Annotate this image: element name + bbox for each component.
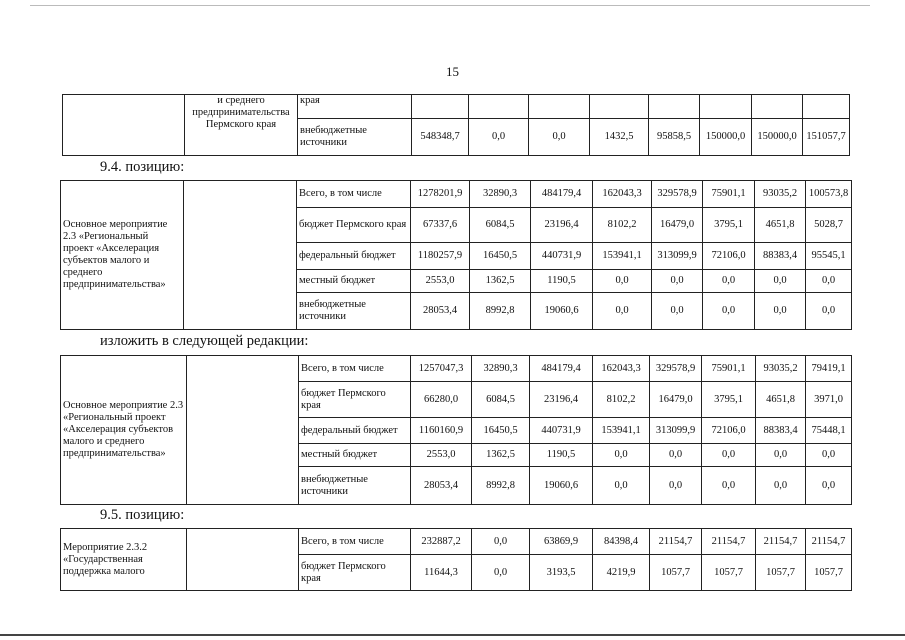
executor-cell: [187, 529, 299, 591]
table-9-4: [60, 180, 852, 330]
value-cell: 93035,2: [755, 181, 806, 208]
value-cell: 19060,6: [530, 467, 593, 505]
value-cell: 21154,7: [756, 529, 806, 555]
value-cell: 162043,3: [593, 356, 650, 382]
value-cell: 5028,7: [806, 208, 852, 243]
value-cell: 8992,8: [472, 467, 530, 505]
value-cell: 32890,3: [472, 356, 530, 382]
value-cell: 1190,5: [530, 444, 593, 467]
value-cell: 21154,7: [650, 529, 702, 555]
value-cell: 150000,0: [752, 119, 803, 156]
value-cell: 0,0: [593, 444, 650, 467]
value-cell: 1180257,9: [411, 243, 470, 270]
value-cell: 1190,5: [531, 270, 593, 293]
scan-edge-bottom: [0, 634, 905, 636]
value-cell: 66280,0: [411, 382, 472, 418]
value-cell: 1160160,9: [411, 418, 472, 444]
value-cell: 72106,0: [702, 418, 756, 444]
value-cell: 21154,7: [806, 529, 852, 555]
value-cell: 1057,7: [650, 555, 702, 591]
table-9-5: [60, 528, 852, 591]
value-cell: 23196,4: [531, 208, 593, 243]
value-cell: 23196,4: [530, 382, 593, 418]
value-cell: 93035,2: [756, 356, 806, 382]
activity-name-cell: Мероприятие 2.3.2 «Государственная поддержка малого: [61, 529, 187, 591]
page-number: 15: [446, 64, 459, 79]
value-cell: 0,0: [652, 270, 703, 293]
value-cell: 1432,5: [590, 119, 649, 156]
value-cell: 0,0: [806, 293, 852, 330]
value-cell: [803, 95, 850, 119]
value-cell: 151057,7: [803, 119, 850, 156]
value-cell: 4651,8: [756, 382, 806, 418]
value-cell: 100573,8: [806, 181, 852, 208]
source-cell: бюджет Пермского края: [299, 382, 411, 418]
value-cell: 3795,1: [703, 208, 755, 243]
value-cell: 548348,7: [412, 119, 469, 156]
value-cell: 329578,9: [650, 356, 702, 382]
value-cell: 1362,5: [472, 444, 530, 467]
value-cell: 4651,8: [755, 208, 806, 243]
value-cell: [412, 95, 469, 119]
value-cell: 0,0: [756, 467, 806, 505]
value-cell: 75448,1: [806, 418, 852, 444]
value-cell: [469, 95, 529, 119]
value-cell: 72106,0: [703, 243, 755, 270]
value-cell: 1057,7: [806, 555, 852, 591]
value-cell: 95545,1: [806, 243, 852, 270]
value-cell: 28053,4: [411, 467, 472, 505]
value-cell: 4219,9: [593, 555, 650, 591]
value-cell: 0,0: [529, 119, 590, 156]
value-cell: 0,0: [756, 444, 806, 467]
source-cell: Всего, в том числе: [299, 529, 411, 555]
value-cell: 0,0: [755, 293, 806, 330]
value-cell: 2553,0: [411, 444, 472, 467]
value-cell: [590, 95, 649, 119]
value-cell: 1057,7: [702, 555, 756, 591]
table-row: [61, 356, 852, 382]
table-row: [63, 95, 850, 119]
table-row: [61, 181, 852, 208]
value-cell: 313099,9: [652, 243, 703, 270]
source-cell: внебюджетные источники: [298, 119, 412, 156]
heading-new-edition: изложить в следующей редакции:: [100, 333, 309, 349]
value-cell: 16450,5: [472, 418, 530, 444]
value-cell: 313099,9: [650, 418, 702, 444]
value-cell: 0,0: [702, 444, 756, 467]
value-cell: 1057,7: [756, 555, 806, 591]
value-cell: 1257047,3: [411, 356, 472, 382]
heading-9-4: 9.4. позицию:: [100, 159, 185, 175]
value-cell: 88383,4: [756, 418, 806, 444]
value-cell: 0,0: [703, 270, 755, 293]
value-cell: 0,0: [806, 270, 852, 293]
value-cell: 153941,1: [593, 243, 652, 270]
value-cell: 8102,2: [593, 208, 652, 243]
value-cell: 84398,4: [593, 529, 650, 555]
activity-name-cell: Основное мероприятие 2.3 «Региональный проект «Акселерация субъектов малого и среднего предпринимательства»: [61, 181, 184, 330]
source-cell: внебюджетные источники: [297, 293, 411, 330]
value-cell: 0,0: [650, 467, 702, 505]
executor-cell: и среднего предпринимательства Пермского края: [185, 95, 298, 156]
value-cell: 79419,1: [806, 356, 852, 382]
value-cell: 16479,0: [652, 208, 703, 243]
value-cell: 153941,1: [593, 418, 650, 444]
value-cell: 95858,5: [649, 119, 700, 156]
value-cell: 0,0: [806, 467, 852, 505]
value-cell: 3971,0: [806, 382, 852, 418]
value-cell: 0,0: [593, 467, 650, 505]
value-cell: 0,0: [652, 293, 703, 330]
value-cell: 0,0: [755, 270, 806, 293]
value-cell: [752, 95, 803, 119]
value-cell: 1278201,9: [411, 181, 470, 208]
table-row: [61, 529, 852, 555]
value-cell: 3795,1: [702, 382, 756, 418]
value-cell: 1362,5: [470, 270, 531, 293]
value-cell: 16479,0: [650, 382, 702, 418]
value-cell: 63869,9: [530, 529, 593, 555]
value-cell: 232887,2: [411, 529, 472, 555]
value-cell: 0,0: [472, 529, 530, 555]
scan-edge-top: [30, 5, 870, 6]
value-cell: 2553,0: [411, 270, 470, 293]
value-cell: 150000,0: [700, 119, 752, 156]
value-cell: 8102,2: [593, 382, 650, 418]
table-continuation: [62, 94, 850, 156]
source-cell: бюджет Пермского края: [297, 208, 411, 243]
source-cell: местный бюджет: [299, 444, 411, 467]
source-cell: федеральный бюджет: [297, 243, 411, 270]
value-cell: 28053,4: [411, 293, 470, 330]
value-cell: 329578,9: [652, 181, 703, 208]
value-cell: 484179,4: [531, 181, 593, 208]
value-cell: 0,0: [593, 293, 652, 330]
value-cell: [649, 95, 700, 119]
value-cell: 16450,5: [470, 243, 531, 270]
value-cell: 6084,5: [470, 208, 531, 243]
source-cell: местный бюджет: [297, 270, 411, 293]
value-cell: 19060,6: [531, 293, 593, 330]
value-cell: 3193,5: [530, 555, 593, 591]
source-cell: внебюджетные источники: [299, 467, 411, 505]
value-cell: 0,0: [472, 555, 530, 591]
value-cell: 11644,3: [411, 555, 472, 591]
value-cell: 0,0: [806, 444, 852, 467]
value-cell: 8992,8: [470, 293, 531, 330]
value-cell: 0,0: [702, 467, 756, 505]
value-cell: 440731,9: [531, 243, 593, 270]
name-cell: [63, 95, 185, 156]
value-cell: 67337,6: [411, 208, 470, 243]
value-cell: 0,0: [703, 293, 755, 330]
value-cell: [529, 95, 590, 119]
value-cell: 484179,4: [530, 356, 593, 382]
source-cell: Всего, в том числе: [297, 181, 411, 208]
value-cell: 6084,5: [472, 382, 530, 418]
value-cell: 75901,1: [703, 181, 755, 208]
activity-name-cell: Основное мероприятие 2.3 «Региональный проект «Акселерация субъектов малого и среднего предпринимательства»: [61, 356, 187, 505]
value-cell: 0,0: [650, 444, 702, 467]
value-cell: 0,0: [593, 270, 652, 293]
executor-cell: [184, 181, 297, 330]
value-cell: 21154,7: [702, 529, 756, 555]
source-cell: Всего, в том числе: [299, 356, 411, 382]
value-cell: 0,0: [469, 119, 529, 156]
source-cell: федеральный бюджет: [299, 418, 411, 444]
value-cell: 440731,9: [530, 418, 593, 444]
heading-9-5: 9.5. позицию:: [100, 507, 185, 523]
value-cell: 162043,3: [593, 181, 652, 208]
value-cell: 88383,4: [755, 243, 806, 270]
executor-cell: [187, 356, 299, 505]
table-new-edition: [60, 355, 852, 505]
value-cell: 75901,1: [702, 356, 756, 382]
source-cell: бюджет Пермского края: [299, 555, 411, 591]
value-cell: 32890,3: [470, 181, 531, 208]
source-cell: края: [298, 95, 412, 119]
value-cell: [700, 95, 752, 119]
